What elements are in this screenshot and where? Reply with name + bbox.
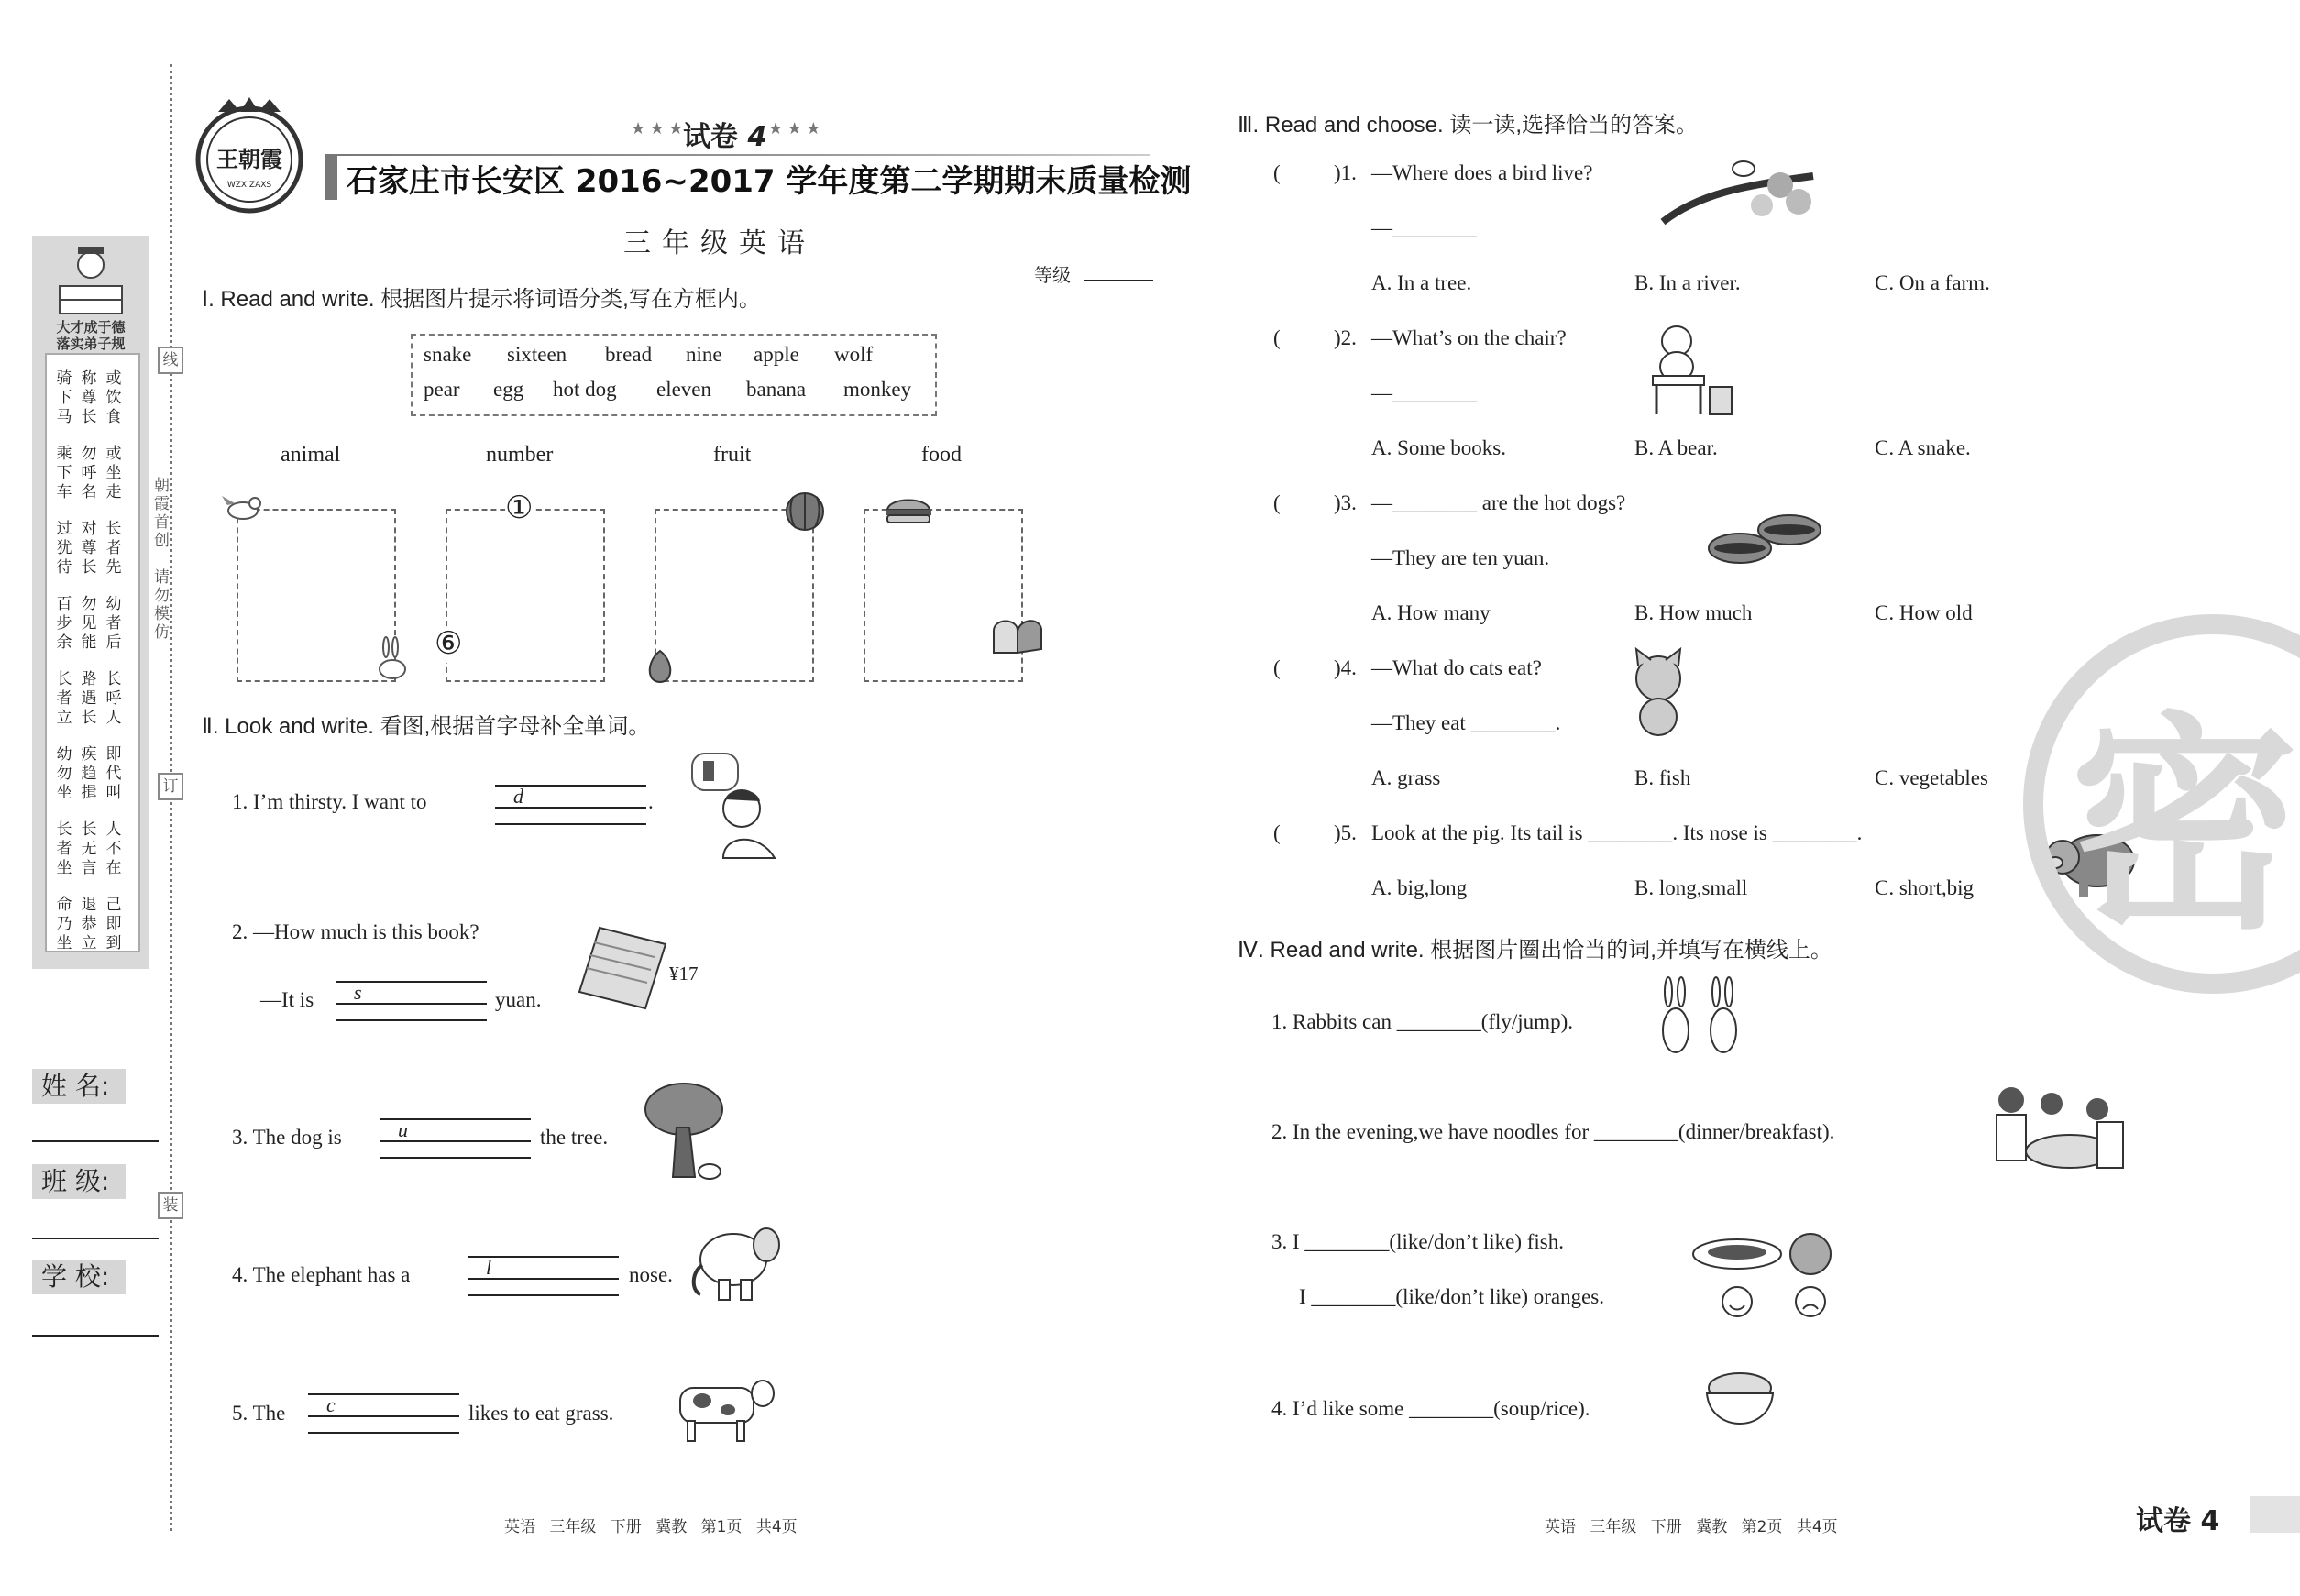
s4-q1: 1. Rabbits can ________(fly/jump). <box>1271 1010 1573 1033</box>
s2-q2-question: 2. —How much is this book? <box>232 920 479 943</box>
book-icon <box>576 924 677 1016</box>
word-bank-item: pear <box>424 378 460 401</box>
subject-title: 三年级英语 <box>623 227 816 259</box>
s2-q3-suffix: the tree. <box>540 1126 609 1149</box>
s3-option-a[interactable]: A. grass <box>1371 766 1441 789</box>
footer-page-1: 英语 三年级 下册 冀教 第1页 共4页 <box>504 1518 798 1536</box>
rule-column: 长呼人 <box>105 670 122 726</box>
s2-q5-prefix: 5. The <box>232 1402 286 1425</box>
s3-question-number: )4. <box>1334 656 1357 679</box>
s4-q3b: I ________(like/don’t like) oranges. <box>1299 1285 1605 1308</box>
confidential-watermark: 密 <box>2070 693 2299 960</box>
s2-q1-line-bottom <box>495 823 646 825</box>
stars-left: ★ ★ ★ <box>631 119 684 138</box>
scholar-figure-icon <box>32 236 149 320</box>
vertical-note-1: 朝霞首创 <box>151 477 169 550</box>
s3-question-number: )5. <box>1334 821 1357 844</box>
category-label-number: number <box>486 443 554 467</box>
rule-column: 幼勿坐 <box>56 745 72 801</box>
section1-heading: Ⅰ. Read and write. 根据图片提示将词语分类,写在方框内。 <box>202 287 761 312</box>
word-bank-item: wolf <box>834 343 874 366</box>
corner-shade <box>2250 1496 2300 1533</box>
rule-column: 或饮食 <box>105 369 122 425</box>
s3-question-text: —Where does a bird live? <box>1371 161 1593 184</box>
rule-column: 过犹待 <box>56 520 72 576</box>
s3-question-text: —________ are the hot dogs? <box>1371 491 1626 514</box>
rice-bowl-icon <box>1703 1368 1777 1441</box>
fish-orange-faces-icon <box>1691 1227 1838 1318</box>
s3-option-c[interactable]: C. short,big <box>1875 876 1974 899</box>
rule-column: 即代叫 <box>105 745 122 801</box>
s3-answer-paren[interactable]: ( <box>1273 161 1281 184</box>
s3-option-a[interactable]: A. Some books. <box>1371 436 1506 459</box>
number-example-6: ⑥ <box>435 627 463 661</box>
word-bank-item: eleven <box>656 378 712 401</box>
watermelon-icon <box>782 491 828 537</box>
number-example-1: ① <box>505 491 534 525</box>
rule-column: 长者坐 <box>56 820 72 876</box>
rule-column: 百步余 <box>56 595 72 651</box>
s2-q4-prefix: 4. The elephant has a <box>232 1263 411 1286</box>
s2-q5-suffix: likes to eat grass. <box>468 1402 614 1425</box>
s3-option-c[interactable]: C. A snake. <box>1875 436 1971 459</box>
s4-q3a: 3. I ________(like/don’t like) fish. <box>1271 1230 1564 1253</box>
s2-q3-line-bottom <box>380 1157 531 1159</box>
rule-column: 或坐走 <box>105 445 122 501</box>
rule-column: 勿见能 <box>81 595 97 651</box>
category-label-food: food <box>921 443 962 467</box>
paper-label: 试卷 4 <box>683 121 767 153</box>
word-bank-item: monkey <box>843 378 912 401</box>
s3-option-b[interactable]: B. fish <box>1634 766 1691 789</box>
rule-column: 称尊长 <box>81 369 97 425</box>
family-dinner-icon <box>1987 1082 2134 1183</box>
rule-column: 长者先 <box>105 520 122 576</box>
s3-option-b[interactable]: B. A bear. <box>1634 436 1718 459</box>
s3-option-a[interactable]: A. In a tree. <box>1371 271 1472 294</box>
s2-q3-initial: u <box>398 1118 408 1141</box>
motto-line-1: 大才成于德 <box>56 321 126 336</box>
s3-answer-paren[interactable]: ( <box>1273 326 1281 349</box>
logo-subtext: WZX ZAXS <box>226 181 272 190</box>
class-label: 班 级: <box>32 1164 126 1199</box>
hamburger-icon <box>882 493 937 530</box>
cow-icon <box>671 1373 781 1447</box>
s3-question-text: Look at the pig. Its tail is ________. Its nose is ________. <box>1371 821 1863 844</box>
s2-q5-initial: c <box>326 1393 336 1416</box>
cut-mark-ding: 订 <box>158 773 183 800</box>
s2-q2-suffix: yuan. <box>495 988 542 1011</box>
rule-column: 骑下马 <box>56 369 72 425</box>
rule-column: 命乃坐 <box>56 896 72 952</box>
class-field[interactable] <box>32 1238 159 1239</box>
s2-q1-initial: d <box>513 785 523 808</box>
rule-column: 路遇长 <box>81 670 97 726</box>
s3-option-a[interactable]: A. How many <box>1371 601 1491 624</box>
grade-field[interactable] <box>1084 280 1153 281</box>
category-label-animal: animal <box>281 443 341 467</box>
motto-line-2: 落实弟子规 <box>56 337 126 352</box>
cut-mark-zhuang: 装 <box>158 1192 183 1219</box>
grade-label: 等级 <box>1034 264 1071 286</box>
s3-answer-paren[interactable]: ( <box>1273 821 1281 844</box>
rule-column: 己即到 <box>105 896 122 952</box>
word-bank-item: bread <box>605 343 653 366</box>
word-bank-item: apple <box>754 343 799 366</box>
s2-q2-prefix: —It is <box>260 988 314 1011</box>
s3-answer-paren[interactable]: ( <box>1273 656 1281 679</box>
s2-q5-line-bottom <box>308 1432 459 1434</box>
word-bank-item: nine <box>686 343 722 366</box>
s2-q2-price: ¥17 <box>669 963 699 985</box>
footer-page-2: 英语 三年级 下册 冀教 第2页 共4页 <box>1545 1518 1838 1536</box>
s3-question-text: —What do cats eat? <box>1371 656 1542 679</box>
s2-q1-prefix: 1. I’m thirsty. I want to <box>232 790 427 813</box>
s3-question-number: )1. <box>1334 161 1357 184</box>
s2-q1-suffix: . <box>648 790 654 813</box>
stars-right: ★ ★ ★ <box>768 119 821 138</box>
school-label: 学 校: <box>32 1260 126 1294</box>
rule-column: 疾趋揖 <box>81 745 97 801</box>
category-box-number[interactable] <box>446 509 605 682</box>
bear-on-chair-icon <box>1645 319 1737 420</box>
s3-question-text: —What’s on the chair? <box>1371 326 1567 349</box>
s4-q2: 2. In the evening,we have noodles for ________(dinner/breakfast). <box>1271 1120 1835 1143</box>
s3-option-a[interactable]: A. big,long <box>1371 876 1468 899</box>
s3-question-number: )3. <box>1334 491 1357 514</box>
s3-question-line2: —________ <box>1371 216 1477 239</box>
s3-question-line2: —They are ten yuan. <box>1371 546 1550 569</box>
rule-column: 长无言 <box>81 820 97 876</box>
s3-answer-paren[interactable]: ( <box>1273 491 1281 514</box>
section3-heading: Ⅲ. Read and choose. 读一读,选择恰当的答案。 <box>1238 113 1699 138</box>
s3-option-b[interactable]: B. long,small <box>1634 876 1748 899</box>
s3-question-line2: —________ <box>1371 381 1477 404</box>
word-bank-item: banana <box>746 378 807 401</box>
cut-mark-xian: 线 <box>158 347 183 374</box>
s3-option-c[interactable]: C. On a farm. <box>1875 271 1990 294</box>
elephant-icon <box>688 1217 788 1309</box>
section2-heading: Ⅱ. Look and write. 看图,根据首字母补全单词。 <box>202 714 651 739</box>
paper-badge: 试卷 4 <box>2136 1505 2220 1537</box>
rule-column: 人不在 <box>105 820 122 876</box>
rabbits-icon <box>1650 975 1751 1076</box>
school-field[interactable] <box>32 1335 159 1337</box>
word-bank-item: hot dog <box>553 378 617 401</box>
thirsty-boy-icon <box>683 750 793 860</box>
word-bank-item: snake <box>424 343 472 366</box>
logo-text: 王朝霞 <box>216 147 282 172</box>
bread-icon <box>990 612 1045 658</box>
s4-q4: 4. I’d like some ________(soup/rice). <box>1271 1397 1590 1420</box>
s3-option-c[interactable]: C. How old <box>1875 601 1973 624</box>
word-bank-item: egg <box>493 378 524 401</box>
s2-q4-suffix: nose. <box>629 1263 673 1286</box>
rule-column: 对尊长 <box>81 520 97 576</box>
cat-icon <box>1618 649 1700 741</box>
rule-column: 退恭立 <box>81 896 97 952</box>
s3-question-line2: —They eat ________. <box>1371 711 1561 734</box>
name-field[interactable] <box>32 1140 159 1142</box>
name-label: 姓 名: <box>32 1069 126 1104</box>
rule-column: 勿呼名 <box>81 445 97 501</box>
category-label-fruit: fruit <box>713 443 752 467</box>
word-bank-item: sixteen <box>507 343 567 366</box>
bird-icon <box>220 490 266 527</box>
rule-column: 乘下车 <box>56 445 72 501</box>
rule-column: 长者立 <box>56 670 72 726</box>
s3-question-number: )2. <box>1334 326 1357 349</box>
s3-option-b[interactable]: B. In a river. <box>1634 271 1741 294</box>
s2-q2-initial: s <box>354 981 362 1004</box>
bird-in-tree-icon <box>1661 149 1817 231</box>
vertical-note-2: 请勿模仿 <box>151 568 169 642</box>
s2-q3-prefix: 3. The dog is <box>232 1126 342 1149</box>
rule-column: 幼者后 <box>105 595 122 651</box>
section4-heading: Ⅳ. Read and write. 根据图片圈出恰当的词,并填写在横线上。 <box>1238 938 1832 963</box>
s3-option-c[interactable]: C. vegetables <box>1875 766 1988 789</box>
rabbit-icon <box>369 638 415 684</box>
exam-title: 石家庄市长安区 2016~2017 学年度第二学期期末质量检测 <box>337 156 1200 201</box>
s2-q2-line-bottom <box>336 1019 487 1021</box>
pear-icon <box>642 647 678 684</box>
s3-option-b[interactable]: B. How much <box>1634 601 1753 624</box>
s2-q4-initial: l <box>486 1256 492 1279</box>
s2-q4-line-bottom <box>468 1294 619 1296</box>
hot-dogs-icon <box>1707 504 1826 578</box>
tree-dog-icon <box>642 1082 733 1183</box>
publisher-logo <box>193 95 312 215</box>
